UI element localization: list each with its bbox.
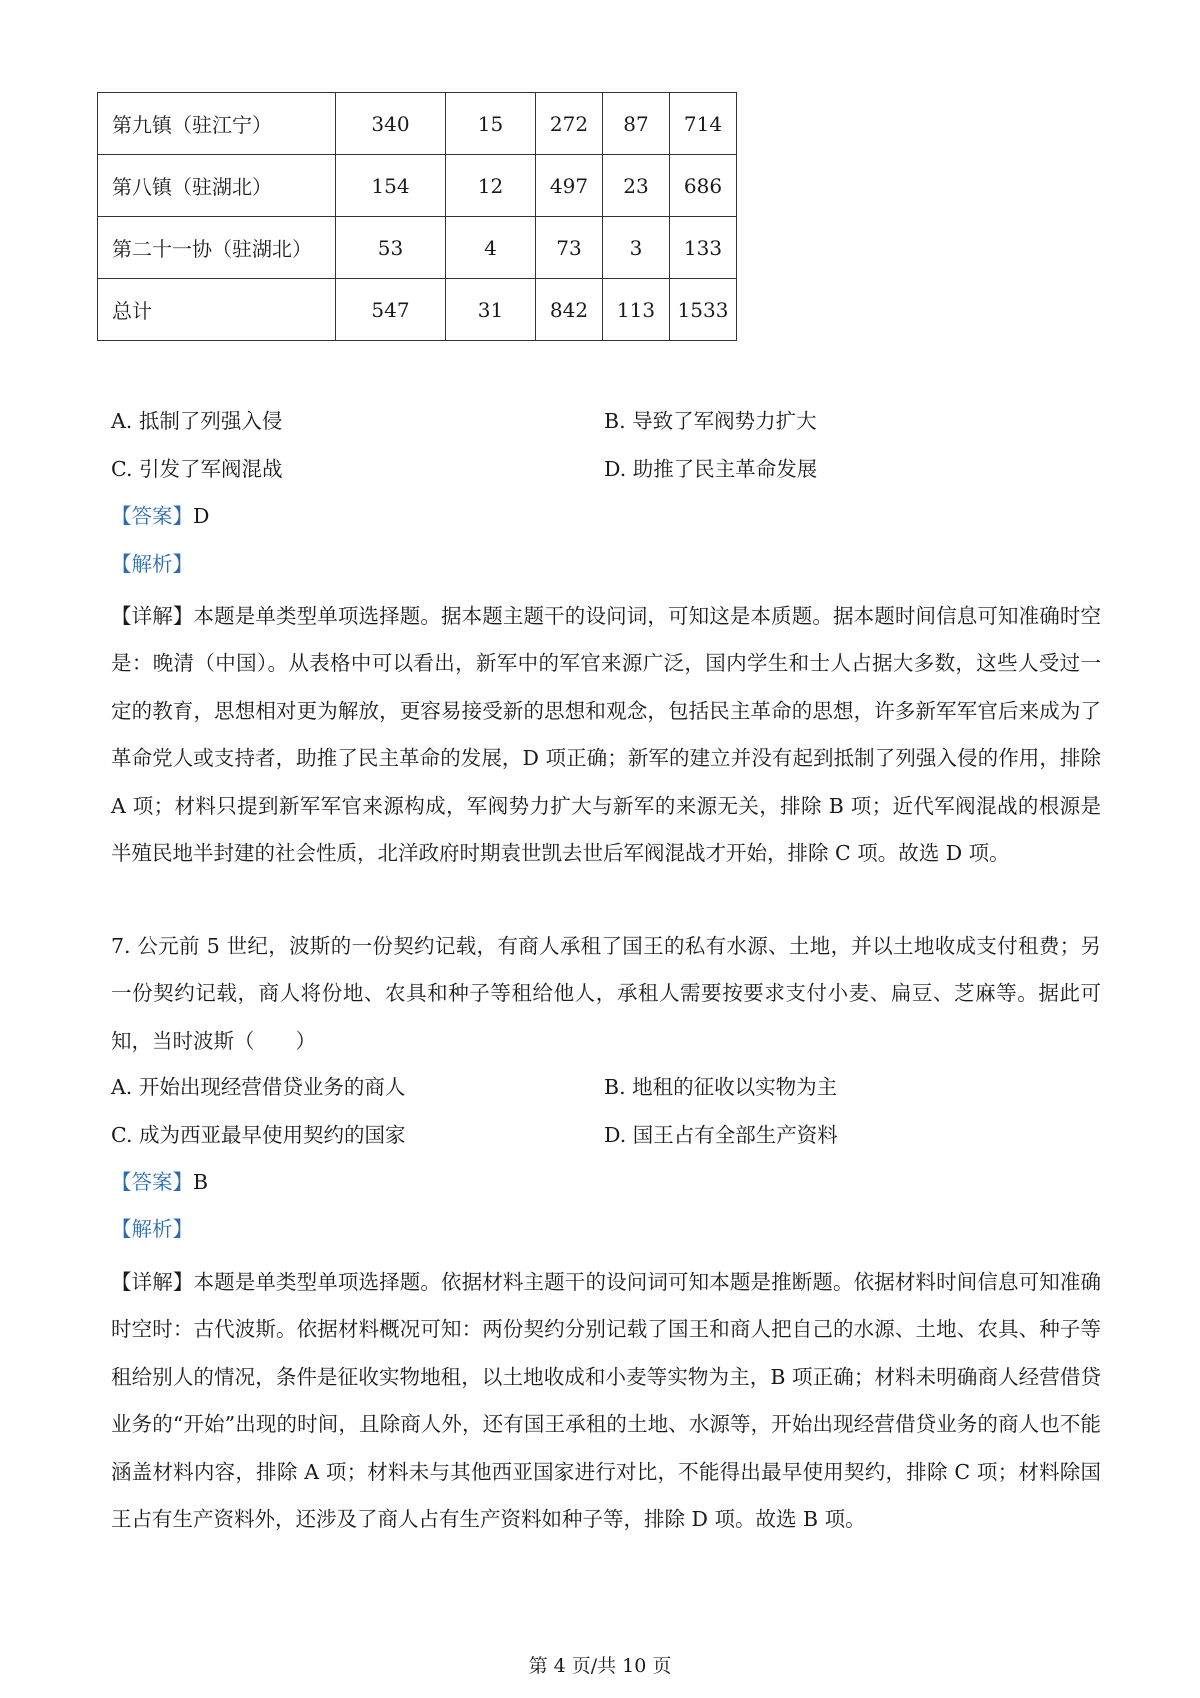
q6-detail-text: 本题是单类型单项选择题。据本题主题干的设问词，可知这是本质题。据本题时间信息可知准确时空是：晚清（中国）。从表格中可以看出，新军中的军官来源广泛，国内学生和士人占据大多数，这些人受过一定的教育，思想相对更为解放，更容易接受新的思想和观念，包括民主革命的思想，许多新军军官后来成为了革命党人或支持者，助推了民主革命的发展，D 项正确；新军的建立并没有起到抵制了列强入侵的作用，排除 A 项；材料只提到新军军官来源构成，军阀势力扩大与新军的来源无关，排除 B 项；近代军阀混战的根源是半殖民地半封建的社会性质，北洋政府时期袁世凯去世后军阀混战才开始，排除 C 项。故选 D 项。 [111, 604, 1102, 866]
table-cell: 154 [336, 155, 446, 217]
table-row-label: 第二十一协（驻湖北） [98, 217, 336, 279]
table-cell: 15 [446, 93, 536, 155]
q7-option-c: C. 成为西亚最早使用契约的国家 [111, 1123, 406, 1147]
q7-answer-value: B [193, 1170, 209, 1194]
q7-detail [111, 1259, 1101, 1543]
q6-answer-tag: 【答案】 [111, 504, 193, 528]
table-row-label: 第九镇（驻江宁） [98, 93, 336, 155]
q6-answer [111, 502, 209, 530]
table-cell: 4 [446, 217, 536, 279]
table-cell: 12 [446, 155, 536, 217]
q7-option-a: A. 开始出现经营借贷业务的商人 [111, 1075, 406, 1099]
table-row [98, 217, 737, 279]
table-cell: 686 [670, 155, 737, 217]
q7-detail-text: 本题是单类型单项选择题。依据材料主题干的设问词可知本题是推断题。依据材料时间信息可知准确时空时：古代波斯。依据材料概况可知：两份契约分别记载了国王和商人把自己的水源、土地、农具、种子等租给别人的情况，条件是征收实物地租，以土地收成和小麦等实物为主，B 项正确；材料未明确商人经营借贷业务的“开始”出现的时间，且除商人外，还有国王承租的土地、水源等，开始出现经营借贷业务的商人也不能涵盖材料内容，排除 A 项；材料未与其他西亚国家进行对比，不能得出最早使用契约，排除 C 项；材料除国王占有生产资料外，还涉及了商人占有生产资料如种子等，排除 D 项。故选 B 项。 [111, 1270, 1102, 1532]
q7-option-d: D. 国王占有全部生产资料 [604, 1123, 838, 1147]
q6-analysis-tag: 【解析】 [111, 552, 193, 576]
table-row-label: 第八镇（驻湖北） [98, 155, 336, 217]
table-cell: 3 [603, 217, 670, 279]
table-cell: 714 [670, 93, 737, 155]
q7-answer [111, 1168, 208, 1196]
table-cell: 497 [536, 155, 603, 217]
q6-option-a: A. 抵制了列强入侵 [111, 409, 283, 433]
table-cell: 53 [336, 217, 446, 279]
table-cell: 133 [670, 217, 737, 279]
table-cell: 113 [603, 279, 670, 341]
table-cell: 842 [536, 279, 603, 341]
q6-analysis-heading [111, 550, 193, 578]
table-cell: 340 [336, 93, 446, 155]
table-cell: 547 [336, 279, 446, 341]
q7-answer-tag: 【答案】 [111, 1170, 193, 1194]
table-cell: 31 [446, 279, 536, 341]
table-row [98, 155, 737, 217]
q7-detail-tag: 【详解】 [111, 1270, 194, 1294]
q6-option-c: C. 引发了军阀混战 [111, 457, 283, 481]
q7-analysis-heading [111, 1215, 193, 1243]
q6-detail-tag: 【详解】 [111, 604, 194, 628]
table-row-label: 总计 [98, 279, 336, 341]
table-cell: 1533 [670, 279, 737, 341]
q6-option-d: D. 助推了民主革命发展 [604, 457, 818, 481]
officer-source-table [97, 92, 737, 341]
q7-analysis-tag: 【解析】 [111, 1217, 193, 1241]
table-cell: 23 [603, 155, 670, 217]
table-cell: 272 [536, 93, 603, 155]
q6-detail [111, 593, 1101, 877]
table-row [98, 93, 737, 155]
table-row [98, 279, 737, 341]
page-footer: 第 4 页/共 10 页 [528, 1655, 672, 1677]
q7-stem: 7. 公元前 5 世纪，波斯的一份契约记载，有商人承租了国王的私有水源、土地，并以土地收成支付租费；另一份契约记载，商人将份地、农具和种子等租给他人，承租人需要按要求支付小麦、扁豆、芝麻等。据此可知，当时波斯（ ） [111, 934, 1101, 1053]
table-cell: 87 [603, 93, 670, 155]
q6-answer-value: D [193, 504, 210, 528]
table-cell: 73 [536, 217, 603, 279]
q6-option-b: B. 导致了军阀势力扩大 [604, 409, 817, 433]
q7-option-b: B. 地租的征收以实物为主 [604, 1075, 838, 1099]
